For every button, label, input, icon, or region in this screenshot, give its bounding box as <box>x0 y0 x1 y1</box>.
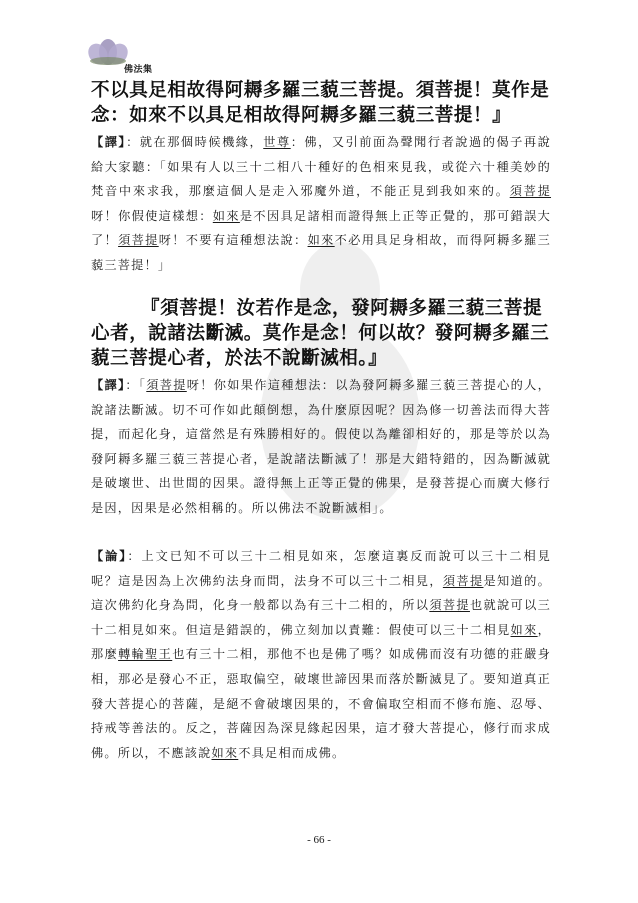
commentary-label: 【論】 <box>91 549 128 563</box>
text-run: 也就說可以三十二相見如來。但這是錯誤的，佛立刻加以責難：假使可以三十二相見 <box>91 598 552 637</box>
underlined-name: 如來 <box>211 745 239 760</box>
underlined-name: 如來 <box>307 233 335 248</box>
text-run: ：「 <box>125 378 147 392</box>
text-run: 也有三十二相，那他不也是佛了嗎？如成佛而沒有功德的莊嚴身相，那必是發心不正，惡取偏空，破壞世諦因果而落於斷滅見了。要知道真正發大菩提心的菩薩，是絕不會破壞因果的，不會偏取空相而不修布施、忍辱、持戒等善法的。反之，菩薩因為深見緣起因果，這才發大菩提心，修行而求成佛。所以，不應該說 <box>91 647 551 760</box>
text-run: ，那麼 <box>91 622 552 662</box>
underlined-name: 如來 <box>510 622 538 637</box>
text-run: 是知道的。這次佛約化身為問，化身一般都以為有三十二相的，所以 <box>91 573 552 613</box>
logo-text: 佛法集 <box>124 65 153 75</box>
translation-paragraph-1 <box>91 130 551 278</box>
underlined-name: 須菩提 <box>118 233 159 248</box>
paragraph-body <box>91 549 551 760</box>
text-run: 是不因具足諸相而證得無上正等正覺的，那可錯誤大了！ <box>91 208 551 248</box>
page-number: - 66 - <box>307 834 331 846</box>
translation-label: 【譯】 <box>91 378 126 392</box>
text-run: 呀！你假使這樣想： <box>91 208 213 223</box>
paragraph-body <box>91 378 551 515</box>
text-run: 呀！不要有這種想法說： <box>158 233 308 248</box>
underlined-name: 須菩提 <box>146 378 187 392</box>
underlined-name: 須菩提 <box>429 598 470 613</box>
paragraph-body <box>91 135 551 272</box>
translation-paragraph-2 <box>91 373 551 521</box>
underlined-name: 世尊 <box>263 135 291 149</box>
underlined-name: 須菩提 <box>442 573 484 588</box>
text-run: 不必用具足身相故，而得阿耨多羅三藐三菩提！」 <box>91 233 552 272</box>
verse-title-2: 『須菩提！汝若作是念，發阿耨多羅三藐三菩提心者，說諸法斷滅。莫作是念！何以故？發阿耨多羅三藐三菩提心者，於法不說斷滅相。』 <box>91 298 550 369</box>
underlined-name: 須菩提 <box>509 184 552 199</box>
underlined-name: 如來 <box>212 208 240 223</box>
text-run: ：就在那個時候機緣， <box>126 135 264 149</box>
verse-title-1: 不以具足相故得阿耨多羅三藐三菩提。須菩提！莫作是念：如來不以具足相故得阿耨多羅三藐三菩提！』 <box>91 80 550 126</box>
text-run: 呀！你如果作這種想法：以為發阿耨多羅三藐三菩提心的人，說諸法斷滅。切不可作如此顛倒想，為什麼原因呢？因為修一切善法而得大菩提，而起化身，這當然是有殊勝相好的。假使以為離卻相好的，那是等於以為發阿耨多羅三藐三菩提心者，是說諸法斷滅了！那是大錯特錯的，因為斷滅就是破壞世、出世間的因果。證得無上正等正覺的佛果，是發菩提心而廣大修行是因，因果是必然相稱的。所以佛法不說斷滅相」。 <box>91 378 551 515</box>
underlined-name: 轉輪聖王 <box>118 647 173 662</box>
text-run: ：上文已知不可以三十二相見如來，怎麼這裏反而說可以三十二相見呢？這是因為上次佛約法身而問，法身不可以三十二相見， <box>91 549 552 588</box>
header-logo <box>86 36 156 76</box>
commentary-paragraph <box>91 544 551 765</box>
text-run: ：佛，又引前面為聲聞行者說過的偈子再說給大家聽：「如果有人以三十二相八十種好的色相來見我，或從六十種美妙的梵音中來求我，那麼這個人是走入邪魔外道，不能正見到我如來的。 <box>91 135 551 199</box>
translation-label: 【譯】 <box>91 135 127 149</box>
text-run: 不具足相而成佛。 <box>238 745 346 760</box>
